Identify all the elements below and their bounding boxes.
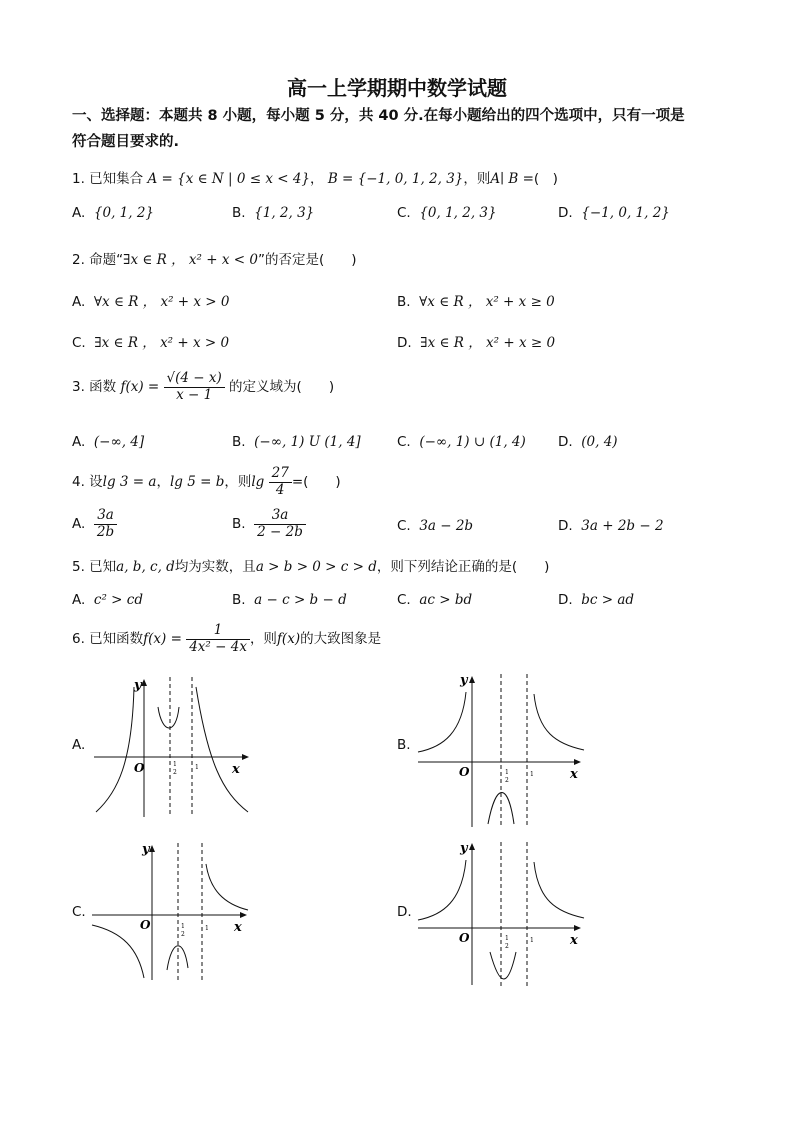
q5-vars: a, b, c, d xyxy=(116,559,175,575)
svg-text:1: 1 xyxy=(205,925,209,932)
x-label: x xyxy=(232,762,240,777)
q5-option-a[interactable]: A. c² > cd xyxy=(72,592,143,608)
question-5-stem xyxy=(72,555,549,575)
q6-numerator: 1 xyxy=(186,623,250,640)
graph-option-c[interactable] xyxy=(88,840,258,985)
curve-left xyxy=(96,687,134,812)
y-label: y xyxy=(134,678,142,693)
q2-option-b[interactable]: B. ∀x ∈ R ， x² + x ≥ 0 xyxy=(397,294,555,310)
q5-option-b[interactable]: B. a − c > b − d xyxy=(232,592,347,608)
q6-then: ，则 xyxy=(249,631,277,648)
q1-prefix: 1. 已知集合 xyxy=(72,171,144,187)
svg-text:1: 1 xyxy=(530,771,534,778)
q6-option-a-label[interactable]: A. xyxy=(72,737,86,753)
q1-blank: ( ) xyxy=(533,171,558,187)
svg-text:1: 1 xyxy=(505,769,509,776)
q2-proposition: ∃x ∈ R ， x² + x < 0 xyxy=(123,252,258,268)
q3-function: f(x) = xyxy=(120,379,160,396)
q5-prefix: 5. 已知 xyxy=(72,559,117,575)
q5-option-c[interactable]: C. ac > bd xyxy=(397,592,473,608)
q1-then: ，则 xyxy=(463,171,491,187)
curve-right xyxy=(196,687,248,812)
q1-set-a: A = {x ∈ N | 0 ≤ x < 4} xyxy=(147,171,311,187)
q4-lg3: lg 3 = a xyxy=(102,474,157,491)
svg-text:1: 1 xyxy=(181,923,185,930)
q1-set-b: B = {−1, 0, 1, 2, 3} xyxy=(327,171,464,187)
q6-option-d-label[interactable]: D. xyxy=(397,904,412,920)
section-heading-line2: 符合题目要求的. xyxy=(72,134,180,150)
q2-option-c[interactable]: C. ∃x ∈ R ， x² + x > 0 xyxy=(72,335,230,351)
svg-text:O: O xyxy=(140,918,151,932)
q4-option-b[interactable]: B. $\frac{3a}{2 - 2b}$ xyxy=(232,508,306,540)
svg-text:1: 1 xyxy=(505,935,509,942)
svg-text:2: 2 xyxy=(505,777,509,784)
q4-option-a[interactable]: A. $\frac{3a}{2b}$ xyxy=(72,508,117,540)
q5-suffix: ，则下列结论正确的是( ) xyxy=(376,559,550,575)
q6-function: f(x) = xyxy=(143,631,182,648)
q1-comma: ， xyxy=(310,171,324,187)
graph-option-a[interactable] xyxy=(88,672,258,822)
svg-text:y: y xyxy=(142,842,150,857)
q4-lg: lg xyxy=(251,474,265,491)
q6-option-c-label[interactable]: C. xyxy=(72,904,86,920)
svg-text:y: y xyxy=(460,841,468,856)
question-6-stem xyxy=(72,623,381,655)
q3-fraction xyxy=(164,371,225,403)
svg-text:O: O xyxy=(459,931,470,945)
q2-option-d[interactable]: D. ∃x ∈ R ， x² + x ≥ 0 xyxy=(397,335,556,351)
svg-text:x: x xyxy=(570,933,578,948)
q3-suffix: 的定义域为( ) xyxy=(229,379,335,396)
q4-numerator: 27 xyxy=(269,466,292,483)
q6-prefix: 6. 已知函数 xyxy=(72,631,144,648)
graph-option-b[interactable] xyxy=(414,672,589,832)
q3-option-a[interactable]: A. (−∞, 4] xyxy=(72,434,145,450)
q4-option-d[interactable]: D. 3a + 2b − 2 xyxy=(558,518,664,534)
q4-prefix: 4. 设 xyxy=(72,474,103,491)
q3-option-d[interactable]: D. (0, 4) xyxy=(558,434,618,450)
q1-option-c[interactable]: C. {0, 1, 2, 3} xyxy=(397,205,497,221)
svg-text:2: 2 xyxy=(181,931,185,938)
svg-text:O: O xyxy=(459,765,470,779)
origin-label: O xyxy=(134,761,145,775)
q6-fx: f(x) xyxy=(276,631,301,648)
one-label: 1 xyxy=(195,764,199,771)
q6-denominator: 4x² − 4x xyxy=(189,638,247,655)
svg-text:2: 2 xyxy=(505,943,509,950)
svg-text:x: x xyxy=(234,920,242,935)
question-2-stem xyxy=(72,248,356,268)
svg-text:1: 1 xyxy=(530,937,534,944)
svg-text:y: y xyxy=(460,673,468,688)
q3-option-c[interactable]: C. (−∞, 1) ∪ (1, 4) xyxy=(397,434,526,450)
curve-middle xyxy=(158,707,179,728)
q1-expr: A∣ B = xyxy=(490,171,534,187)
q4-option-c[interactable]: C. 3a − 2b xyxy=(397,518,474,534)
q1-option-d[interactable]: D. {−1, 0, 1, 2} xyxy=(558,205,670,221)
q2-prefix: 2. 命题“ xyxy=(72,252,124,268)
q4-fraction xyxy=(269,466,292,498)
q2-option-a[interactable]: A. ∀x ∈ R ， x² + x > 0 xyxy=(72,294,230,310)
half-num: 1 xyxy=(173,761,177,768)
q4-comma: ， xyxy=(156,474,170,491)
q1-option-a[interactable]: A. {0, 1, 2} xyxy=(72,205,155,221)
svg-text:x: x xyxy=(570,767,578,782)
q3-option-b[interactable]: B. (−∞, 1) U (1, 4] xyxy=(232,434,361,450)
q5-option-d[interactable]: D. bc > ad xyxy=(558,592,635,608)
q5-mid: 均为实数，且 xyxy=(174,559,256,575)
q3-prefix: 3. 函数 xyxy=(72,379,117,396)
q4-denominator: 4 xyxy=(275,481,285,498)
q2-suffix: ”的否定是( ) xyxy=(257,252,357,268)
half-den: 2 xyxy=(173,769,177,776)
question-1-stem xyxy=(72,167,558,187)
section-heading-line1: 一、选择题：本题共 8 小题，每小题 5 分，共 40 分.在每小题给出的四个选项中，只有一项是 xyxy=(72,108,685,124)
q4-then: ，则 xyxy=(224,474,252,491)
q3-denominator: x − 1 xyxy=(176,386,213,403)
q6-suffix: 的大致图象是 xyxy=(300,631,382,648)
graph-option-d[interactable] xyxy=(414,840,589,990)
q6-option-b-label[interactable]: B. xyxy=(397,737,411,753)
page-title: 高一上学期期中数学试题 xyxy=(287,76,507,100)
question-4-stem xyxy=(72,466,341,498)
q3-numerator: √(4 − x) xyxy=(164,371,225,388)
q4-suffix: =( ) xyxy=(291,474,341,491)
q1-option-b[interactable]: B. {1, 2, 3} xyxy=(232,205,315,221)
q4-lg5: lg 5 = b xyxy=(169,474,225,491)
question-3-stem xyxy=(72,371,334,403)
q6-fraction xyxy=(186,623,250,655)
q5-inequality: a > b > 0 > c > d xyxy=(255,559,377,575)
